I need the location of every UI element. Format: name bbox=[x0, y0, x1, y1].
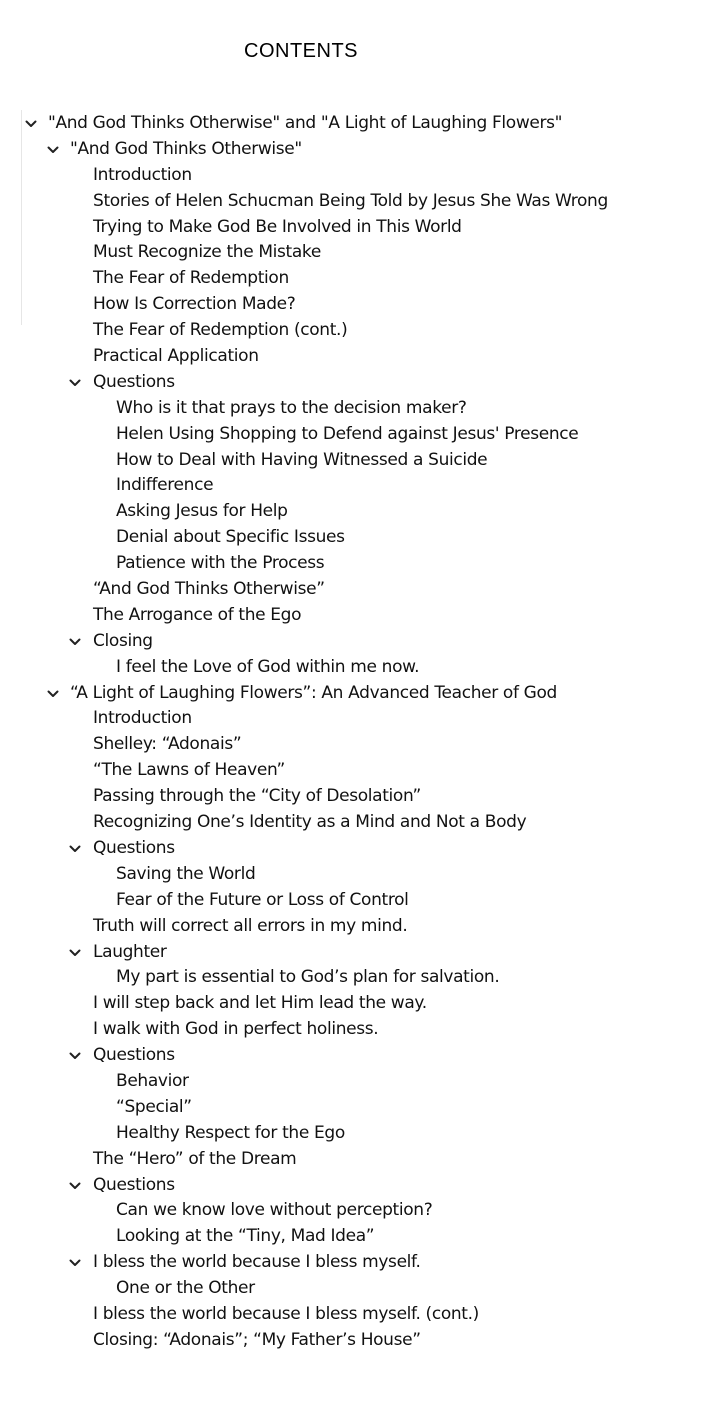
tree-item-label[interactable]: "And God Thinks Otherwise" and "A Light of Laughing Flowers" bbox=[48, 113, 563, 133]
tree-item[interactable] bbox=[0, 396, 720, 422]
tree-item[interactable] bbox=[0, 551, 720, 577]
tree-item[interactable] bbox=[0, 758, 720, 784]
tree-item[interactable] bbox=[0, 991, 720, 1017]
tree-item-label[interactable]: Trying to Make God Be Involved in This World bbox=[93, 216, 462, 237]
tree-item[interactable] bbox=[0, 1095, 720, 1121]
contents-tree bbox=[0, 111, 720, 1354]
tree-item-label[interactable]: The Arrogance of the Ego bbox=[93, 604, 302, 625]
tree-item-label[interactable]: Questions bbox=[93, 1174, 175, 1195]
tree-item[interactable] bbox=[0, 318, 720, 344]
tree-item[interactable] bbox=[0, 370, 720, 396]
tree-item[interactable] bbox=[0, 1276, 720, 1302]
tree-item[interactable] bbox=[0, 681, 720, 707]
chevron-down-icon[interactable] bbox=[45, 137, 61, 163]
tree-item-label[interactable]: Shelley: “Adonais” bbox=[93, 734, 242, 755]
tree-item-label[interactable]: Introduction bbox=[93, 164, 192, 185]
tree-item-label[interactable]: Who is it that prays to the decision maker? bbox=[116, 397, 467, 418]
tree-item-label[interactable]: I bless the world because I bless myself. (cont.) bbox=[93, 1303, 479, 1324]
tree-item[interactable] bbox=[0, 1069, 720, 1095]
tree-item[interactable] bbox=[0, 629, 720, 655]
tree-item-label[interactable]: The Fear of Redemption bbox=[93, 268, 289, 289]
tree-item-label[interactable]: I will step back and let Him lead the way. bbox=[93, 993, 427, 1014]
tree-item-label[interactable]: Asking Jesus for Help bbox=[116, 501, 288, 522]
chevron-down-icon[interactable] bbox=[67, 629, 83, 655]
tree-item-label[interactable]: “Special” bbox=[116, 1096, 192, 1117]
tree-item[interactable] bbox=[0, 577, 720, 603]
tree-item-label[interactable]: Looking at the “Tiny, Mad Idea” bbox=[116, 1226, 375, 1247]
tree-item[interactable] bbox=[0, 111, 720, 137]
chevron-down-icon[interactable] bbox=[67, 1173, 83, 1199]
tree-item-label[interactable]: The “Hero” of the Dream bbox=[93, 1148, 297, 1169]
tree-item[interactable] bbox=[0, 137, 720, 163]
chevron-down-icon[interactable] bbox=[23, 111, 39, 137]
tree-item-label[interactable]: Introduction bbox=[93, 708, 192, 729]
tree-item-label[interactable]: I walk with God in perfect holiness. bbox=[93, 1019, 379, 1040]
tree-item[interactable] bbox=[0, 862, 720, 888]
tree-item[interactable] bbox=[0, 1017, 720, 1043]
tree-item[interactable] bbox=[0, 965, 720, 991]
tree-item[interactable] bbox=[0, 240, 720, 266]
tree-item[interactable] bbox=[0, 1147, 720, 1173]
tree-item-label[interactable]: The Fear of Redemption (cont.) bbox=[93, 320, 348, 341]
tree-item[interactable] bbox=[0, 1198, 720, 1224]
tree-item[interactable] bbox=[0, 732, 720, 758]
tree-item-label[interactable]: Closing bbox=[93, 630, 153, 651]
chevron-down-icon[interactable] bbox=[67, 370, 83, 396]
tree-item[interactable] bbox=[0, 784, 720, 810]
tree-item-label[interactable]: Patience with the Process bbox=[116, 553, 325, 574]
tree-item[interactable] bbox=[0, 1302, 720, 1328]
tree-item[interactable] bbox=[0, 1173, 720, 1199]
tree-item[interactable] bbox=[0, 1224, 720, 1250]
tree-item[interactable] bbox=[0, 1328, 720, 1354]
tree-item[interactable] bbox=[0, 473, 720, 499]
tree-item-label[interactable]: I feel the Love of God within me now. bbox=[116, 656, 420, 677]
tree-item-label[interactable]: My part is essential to God’s plan for salvation. bbox=[116, 967, 500, 988]
tree-item[interactable] bbox=[0, 1250, 720, 1276]
tree-item[interactable] bbox=[0, 344, 720, 370]
tree-item-label[interactable]: Closing: “Adonais”; “My Father’s House” bbox=[93, 1329, 421, 1350]
tree-item-label[interactable]: How to Deal with Having Witnessed a Suicide bbox=[116, 449, 488, 470]
tree-item-label[interactable]: Stories of Helen Schucman Being Told by Jesus She Was Wrong bbox=[93, 190, 608, 211]
tree-item-label[interactable]: How Is Correction Made? bbox=[93, 294, 296, 315]
tree-item-label[interactable]: “And God Thinks Otherwise” bbox=[93, 579, 325, 600]
tree-item-label[interactable]: Questions bbox=[93, 371, 175, 392]
chevron-down-icon[interactable] bbox=[67, 1250, 83, 1276]
tree-item[interactable] bbox=[0, 914, 720, 940]
tree-item[interactable] bbox=[0, 292, 720, 318]
tree-item[interactable] bbox=[0, 655, 720, 681]
tree-item[interactable] bbox=[0, 810, 720, 836]
tree-item-label[interactable]: I bless the world because I bless myself. bbox=[93, 1252, 421, 1273]
tree-item-label[interactable]: Questions bbox=[93, 1045, 175, 1066]
tree-item-label[interactable]: Practical Application bbox=[93, 346, 259, 367]
tree-item[interactable] bbox=[0, 940, 720, 966]
tree-item[interactable] bbox=[0, 888, 720, 914]
tree-item[interactable] bbox=[0, 499, 720, 525]
chevron-down-icon[interactable] bbox=[67, 836, 83, 862]
tree-item-label[interactable]: Recognizing One’s Identity as a Mind and Not a Body bbox=[93, 812, 527, 833]
tree-item[interactable] bbox=[0, 706, 720, 732]
page-title: CONTENTS bbox=[244, 40, 358, 62]
tree-item-label[interactable]: Truth will correct all errors in my mind. bbox=[93, 915, 408, 936]
tree-item[interactable] bbox=[0, 603, 720, 629]
tree-item-label[interactable]: Laughter bbox=[93, 941, 167, 962]
tree-item-label[interactable]: Can we know love without perception? bbox=[116, 1200, 433, 1221]
chevron-down-icon[interactable] bbox=[67, 1043, 83, 1069]
tree-item-label[interactable]: Helen Using Shopping to Defend against Jesus' Presence bbox=[116, 423, 579, 444]
tree-item[interactable] bbox=[0, 525, 720, 551]
tree-item-label[interactable]: "And God Thinks Otherwise" bbox=[70, 138, 302, 159]
tree-item-label[interactable]: “A Light of Laughing Flowers”: An Advanced Teacher of God bbox=[70, 682, 557, 703]
tree-item[interactable] bbox=[0, 1043, 720, 1069]
tree-item[interactable] bbox=[0, 422, 720, 448]
tree-item-label[interactable]: Fear of the Future or Loss of Control bbox=[116, 889, 409, 910]
tree-item[interactable] bbox=[0, 189, 720, 215]
tree-item-label[interactable]: Questions bbox=[93, 837, 175, 858]
tree-item-label[interactable]: Passing through the “City of Desolation” bbox=[93, 786, 421, 807]
chevron-down-icon[interactable] bbox=[45, 681, 61, 707]
tree-item[interactable] bbox=[0, 163, 720, 189]
tree-item-label[interactable]: Must Recognize the Mistake bbox=[93, 242, 321, 263]
tree-item[interactable] bbox=[0, 1121, 720, 1147]
tree-item-label[interactable]: “The Lawns of Heaven” bbox=[93, 760, 285, 781]
tree-item[interactable] bbox=[0, 215, 720, 241]
tree-item-label[interactable]: Denial about Specific Issues bbox=[116, 527, 345, 548]
tree-item[interactable] bbox=[0, 448, 720, 474]
chevron-down-icon[interactable] bbox=[67, 940, 83, 966]
tree-item[interactable] bbox=[0, 836, 720, 862]
tree-item[interactable] bbox=[0, 266, 720, 292]
tree-item-label[interactable]: Saving the World bbox=[116, 863, 256, 884]
tree-item-label[interactable]: Behavior bbox=[116, 1070, 189, 1091]
tree-item-label[interactable]: One or the Other bbox=[116, 1278, 255, 1299]
tree-item-label[interactable]: Healthy Respect for the Ego bbox=[116, 1122, 345, 1143]
tree-item-label[interactable]: Indifference bbox=[116, 475, 214, 496]
